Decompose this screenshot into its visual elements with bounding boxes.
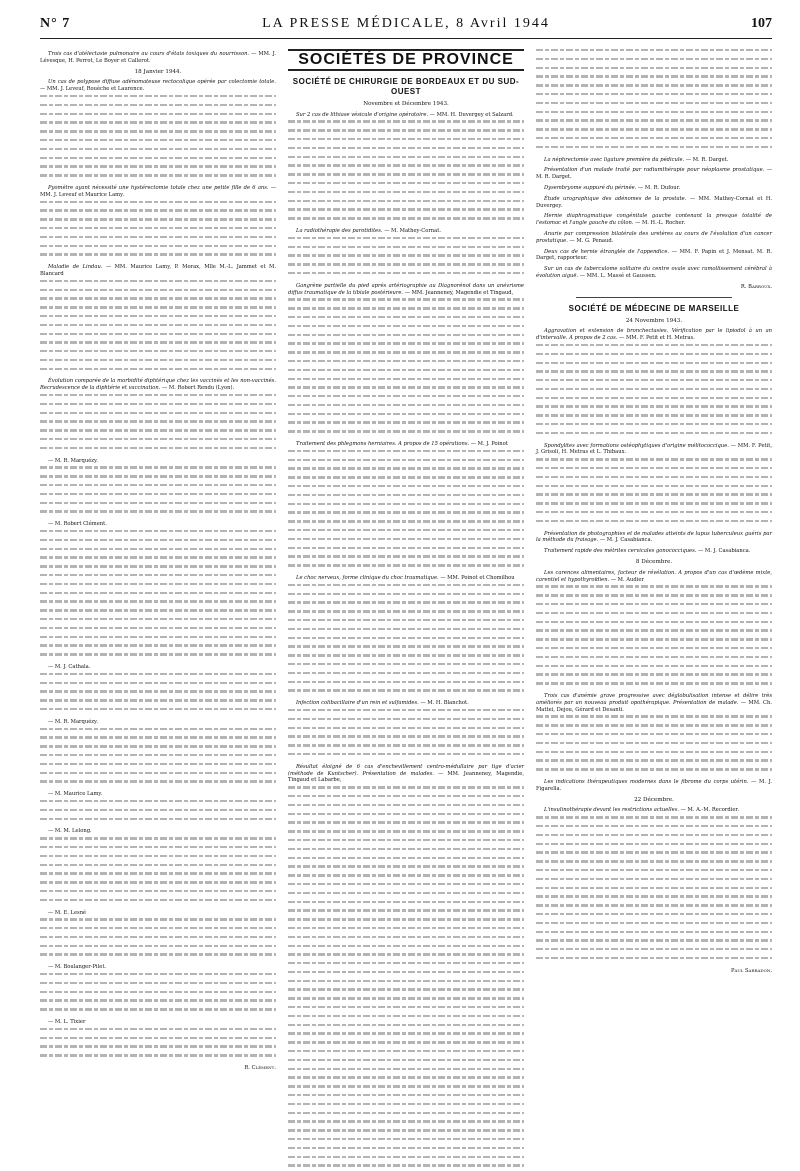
- discussion: — M. Maurice Lamy.: [48, 791, 103, 798]
- issue-number: N° 7: [40, 16, 71, 31]
- entry: Deux cas de hernie étranglée de l'appendice. — MM. F. Papin et J. Mensat. M. R. Darget, rapporteur.: [536, 248, 772, 262]
- discussion: — M. Robert Clément.: [48, 521, 107, 528]
- discussion: — M. L. Tixier: [48, 1019, 86, 1026]
- entry: L'insulinothérapie devant les restrictions actuelles. — M. A.-M. Recordier.: [544, 807, 739, 814]
- entry: Sur 2 cas de lithiase vésicale d'origine opératoire. — MM. H. Duvergey et Salzard.: [296, 111, 514, 118]
- column-3: [536, 47, 772, 1171]
- entry: Étude urographique des adénomes de la prostate. — MM. Mathey-Cornat et H. Duvergey.: [536, 195, 773, 209]
- column-1: [40, 47, 276, 1171]
- entry: Trois cas d'anémie grave progressive avec déglobulisation intense et délire très améliorés par un nouveau produit opothérapique. Présentation de malade. — MM. Ch. Mattei, Dejou, Gérard et Desanti.: [536, 692, 773, 713]
- entry: Les carences alimentaires, facteur de révélation. A propos d'un cas d'œdème mixte, carentiel et hypothyroïdien. — M. Audier: [536, 569, 772, 583]
- entry: Présentation de photographies et de malades atteints de lupus tuberculeux guéris par la méthode du fraisage. — M. J. Casabianca.: [536, 530, 772, 544]
- entry: Traitement rapide des métrites cervicales gonococciques. — M. J. Casabianca.: [544, 548, 751, 555]
- entry: Dysembryome suppuré du périnée. — M. R. Dufour.: [544, 184, 681, 191]
- entry: Maladie de Lindau. — MM. Maurice Lamy, P. Morax, Mlle M.-L. Jammet et M. Blancard: [40, 264, 276, 277]
- columns: [40, 47, 772, 1171]
- column-2: [288, 47, 524, 1171]
- entry: Anurie par compression bilatérale des uretères au cours de l'évolution d'un cancer prostatique. — M. G. Penaud.: [536, 230, 772, 244]
- discussion: — M. Boulanger-Pilet.: [48, 964, 107, 971]
- entry: Sur un cas de tuberculome solitaire du centre ovale avec ramollissement cérébral à évolution aiguë. — MM. L. Massé et Gaussen.: [536, 266, 772, 279]
- entry: Présentation d'un malade traité par radiumthérapie pour néoplasme prostatique. — M. R. Darget.: [536, 167, 772, 181]
- session-date: Novembre et Décembre 1943.: [363, 100, 449, 107]
- signature: Paul Sarradon.: [730, 967, 772, 974]
- entry: Traitement des phlegmons herniaires. A propos de 15 opérations. — M. J. Poinot: [296, 441, 508, 448]
- journal-title: LA PRESSE MÉDICALE, 8 Avril 1944: [262, 16, 550, 31]
- session-date: 24 Novembre 1943.: [625, 317, 683, 324]
- page-number: 107: [750, 16, 772, 31]
- entry: Infection colibacillaire d'un rein et sulfamides. — M. H. Blanchot.: [296, 700, 469, 707]
- entry: Évolution comparée de la morbidité diphtérique chez les vaccinés et les non-vaccinés. Recrudescence de la diphtérie et vaccination. — M. Robert Rendu (Lyon).: [40, 378, 276, 392]
- entry: La néphrectomie avec ligature première du pédicule. — M. R. Darget.: [544, 156, 729, 163]
- discussion: — M. R. Marquézy.: [48, 457, 98, 464]
- society-title: SOCIÉTÉ DE MÉDECINE DE MARSEILLE: [568, 303, 740, 313]
- entry: Les indications thérapeutiques modernes dans le fibrome du corps utérin. — M. J. Figarella.: [536, 778, 772, 792]
- discussion: — M. R. Marquézy.: [48, 718, 98, 725]
- entry: Spondylites avec formations ostéophytiques d'origine mélitococcique. — MM. F. Petit, J. Grisoli, H. Metras et L. Thibaux.: [536, 442, 772, 456]
- section-title: SOCIÉTÉS DE PROVINCE: [288, 49, 524, 71]
- session-date: 8 Décembre.: [635, 559, 673, 566]
- entry: Le choc nerveux, forme clinique du choc traumatique. — MM. Poinot et Chomilhou: [296, 575, 515, 582]
- discussion: — M. M. Lelong.: [48, 828, 92, 835]
- entry: Pyomètre ayant nécessité une hystérectomie totale chez une petite fille de 6 ans. — MM. J. Leveuf et Maurice Lamy.: [40, 184, 276, 198]
- entry: Un cas de polypose diffuse adénomateuse rectocolique opérée par colectomie totale. — MM. J. Leveuf, Rouèche et Laurence.: [40, 79, 276, 93]
- entry: La radiothérapie des parotidites. — M. Mathey-Cornat.: [296, 227, 441, 234]
- session-date: 22 Décembre.: [634, 796, 674, 803]
- entry: Aggravation et extension de bronchectasies. Vérification par le lipiodol à un an d'intervalle. A propos de 2 cas. — MM. F. Petit et H. Metras.: [536, 328, 772, 342]
- society-title: SOCIÉTÉ DE CHIRURGIE DE BORDEAUX ET DU SUD-OUEST: [292, 76, 520, 96]
- entry: Hernie diaphragmatique congénitale gauche contenant la presque totalité de l'estomac et l'angle gauche du côlon. — M. H.-L. Rocher.: [536, 213, 772, 227]
- page-header: [40, 16, 772, 39]
- signature: R. Clément.: [244, 1065, 276, 1072]
- entry: Trois cas d'atélectasie pulmonaire au cours d'états toxiques du nourrisson. — MM. J. Lévesque, H. Perrot, Le Boyer et Callerot.: [40, 51, 276, 64]
- entry: Résultat éloigné de 6 cas d'enchevillement centro-médullaire par tige d'acier (méthode de Kuntscher). Présentation de malades. — MM. Jeanneney, Magendie, Tingaud et Labarbe,: [288, 763, 524, 784]
- discussion: — M. J. Cathala.: [48, 663, 91, 670]
- divider: [576, 297, 732, 298]
- session-date: 18 Janvier 1944.: [134, 68, 182, 75]
- signature: R. Barroux.: [740, 283, 772, 290]
- entry: Gangrène partielle du pied après artériographie au Diagnorénol dans un anévrisme diffus traumatique de la tibiale postérieure. — MM. Jeanneney, Magendie et Tingaud,: [288, 282, 524, 296]
- discussion: — M. E. Lesné: [48, 909, 87, 916]
